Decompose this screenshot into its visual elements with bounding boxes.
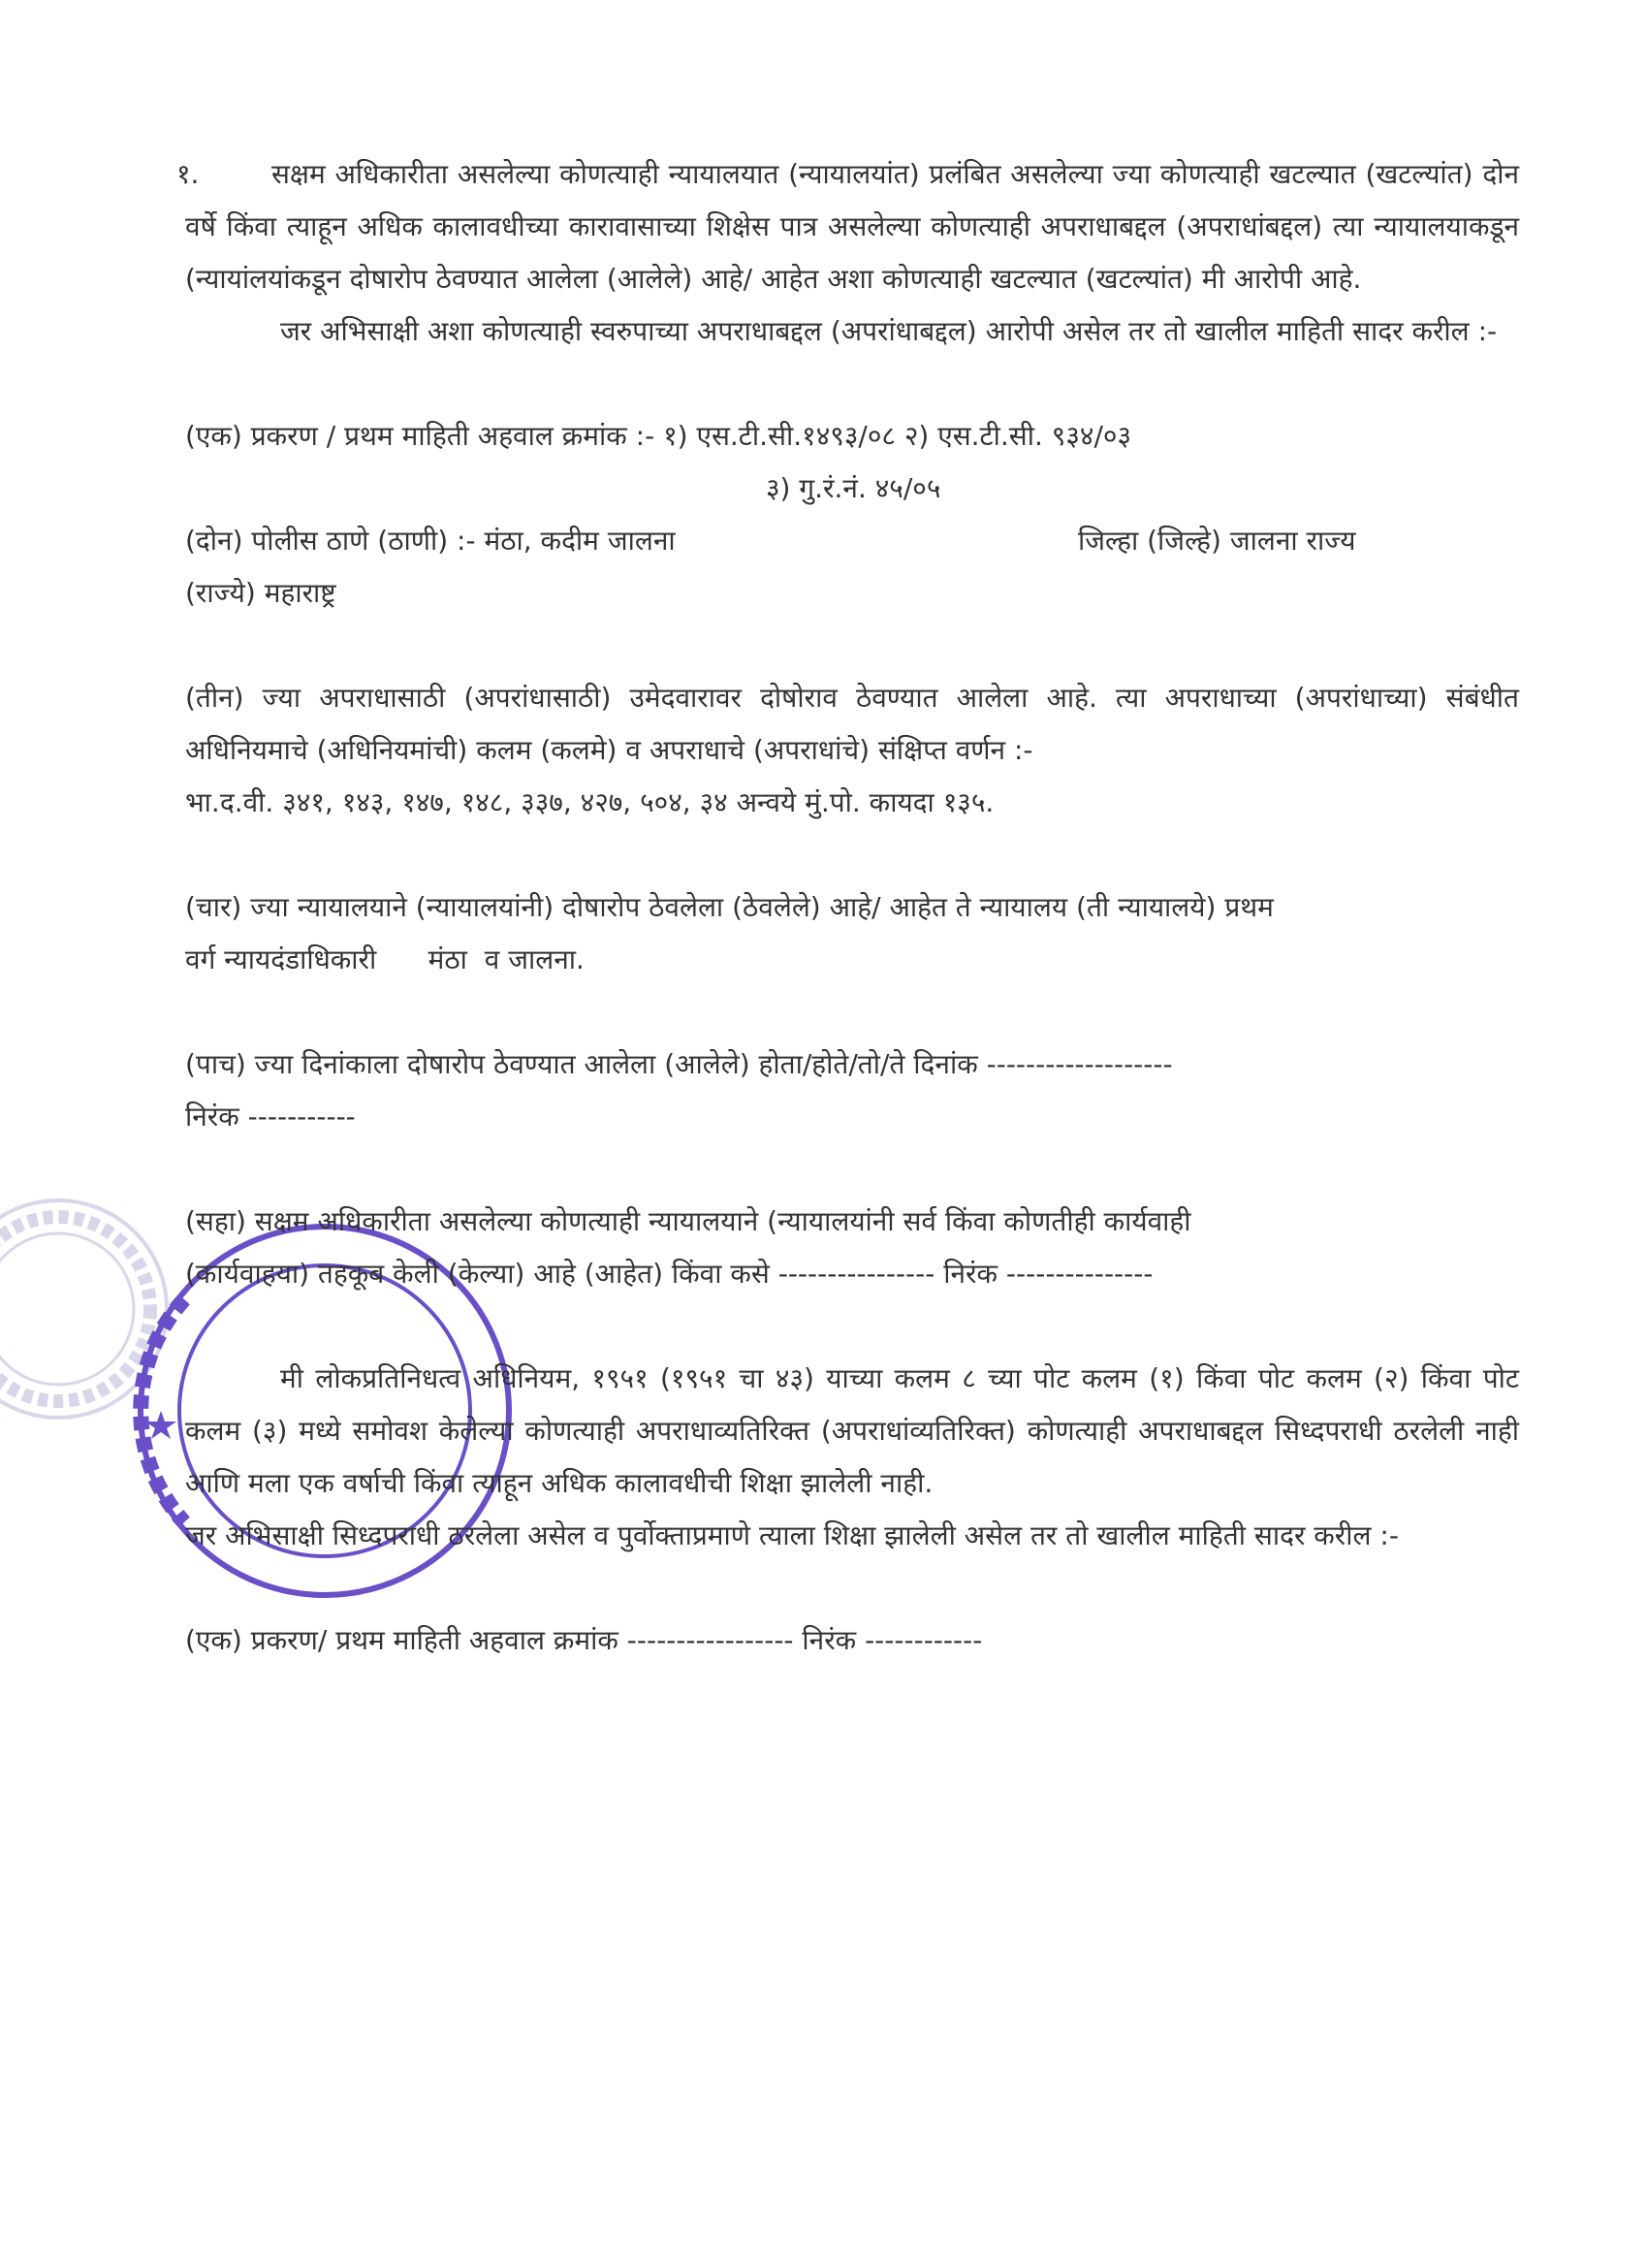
section2-item-ek: (एक) प्रकरण/ प्रथम माहिती अहवाल क्रमांक ----------------- निरंक ------------ xyxy=(185,1624,983,1656)
faded-notary-stamp xyxy=(0,1200,167,1418)
item-don xyxy=(185,515,1519,567)
item-pach-nil: निरंक ----------- xyxy=(185,1101,356,1133)
item-ek-line2: ३) गु.रं.नं. ४५/०५ xyxy=(766,472,941,504)
item-ek-line1: (एक) प्रकरण / प्रथम माहिती अहवाल क्रमांक :- १) एस.टी.सी.१४९३/०८ २) एस.टी.सी. ९३४/०३ xyxy=(185,420,1132,452)
item-don-police-station: (दोन) पोलीस ठाणे (ठाणी) :- मंठा, कदीम जालना xyxy=(185,525,676,557)
stamp-lettering-arc xyxy=(141,1299,184,1522)
item-don-district: जिल्हा (जिल्हे) जालना राज्य xyxy=(1078,525,1356,557)
item-pach: (पाच) ज्या दिनांकाला दोषारोप ठेवण्यात आलेला (आलेले) होता/होते/तो/ते दिनांक ------------------- xyxy=(185,1048,1173,1080)
section2-intro: जर अभिसाक्षी सिध्दपराधी ठरलेला असेल व पुर्वोक्ताप्रमाणे त्याला शिक्षा झालेली असेल तर तो खालील माहिती सादर करील :- xyxy=(185,1519,1399,1551)
item-char: (चार) ज्या न्यायालयाने (न्यायालयांनी) दोषारोप ठेवलेला (ठेवलेले) आहे/ आहेत ते न्यायालय (ती न्यायालये) प्रथम xyxy=(185,891,1274,923)
item-saha: (सहा) सक्षम अधिकारीता असलेल्या कोणत्याही न्यायालयाने (न्यायालयांनी सर्व किंवा कोणतीही कार्यवाही xyxy=(185,1205,1191,1237)
document-body xyxy=(176,148,1519,1667)
item-saha-line2: (कार्यवाहया) तहकूब केली (केल्या) आहे (आहेत) किंवा कसे ---------------- निरंक --------------- xyxy=(185,1258,1154,1290)
section1-intro: जर अभिसाक्षी अशा कोणत्याही स्वरुपाच्या अपराधाबद्दल (अपरांधाबद्दल) आरोपी असेल तर तो खालील माहिती सादर करील :- xyxy=(280,315,1498,347)
section-number: १. xyxy=(176,158,200,190)
section1-paragraph xyxy=(176,148,1519,305)
section1-text: सक्षम अधिकारीता असलेल्या कोणत्याही न्यायालयात (न्यायालयांत) प्रलंबित असलेल्या ज्या कोणत्याही खटल्यात (खटल्यांत) दोन वर्षे किंवा त्याहून अधिक कालावधीच्या कारावासाच्या शिक्षेस पात्र असलेल्या कोणत्याही अपराधाबद्दल (अपराधांबद्दल) त्या न्यायालयाकडून (न्यायांलयांकडून दोषारोप ठेवण्यात आलेला (आलेले) आहे/ आहेत अशा कोणत्याही खटल्यात (खटल्यांत) मी आरोपी आहे. xyxy=(185,158,1519,295)
item-tin: (तीन) ज्या अपराधासाठी (अपरांधासाठी) उमेदवारावर दोषोराव ठेवण्यात आलेला आहे. त्या अपराधाच्या (अपरांधाच्या) संबंधीत अधिनियमाचे (अधिनियमांची) कलम (कलमे) व अपराधाचे (अपराधांचे) संक्षिप्त वर्णन :- xyxy=(185,682,1519,766)
item-tin-sections: भा.द.वी. ३४१, १४३, १४७, १४८, ३३७, ४२७, ५०४, ३४ अन्वये मुं.पो. कायदा १३५. xyxy=(185,786,995,818)
section2-paragraph: मी लोकप्रतिनिधत्व अधिनियम, १९५१ (१९५१ चा ४३) याच्या कलम ८ च्या पोट कलम (१) किंवा पोट कलम (२) किंवा पोट कलम (३) मध्ये समोवश केलेल्या कोणत्याही अपराधाव्यतिरिक्त (अपराधांव्यतिरिक्त) कोणत्याही अपराधाबद्दल सिध्दपराधी ठरलेली नाही आणि मला एक वर्षाची किंवा त्याहून अधिक कालावधीची शिक्षा झालेली नाही. xyxy=(185,1362,1519,1499)
item-don-state: (राज्ये) महाराष्ट्र xyxy=(185,577,336,609)
item-char-court: वर्ग न्यायदंडाधिकारी मंठा व जालना. xyxy=(185,943,585,975)
star-icon xyxy=(145,1411,176,1439)
